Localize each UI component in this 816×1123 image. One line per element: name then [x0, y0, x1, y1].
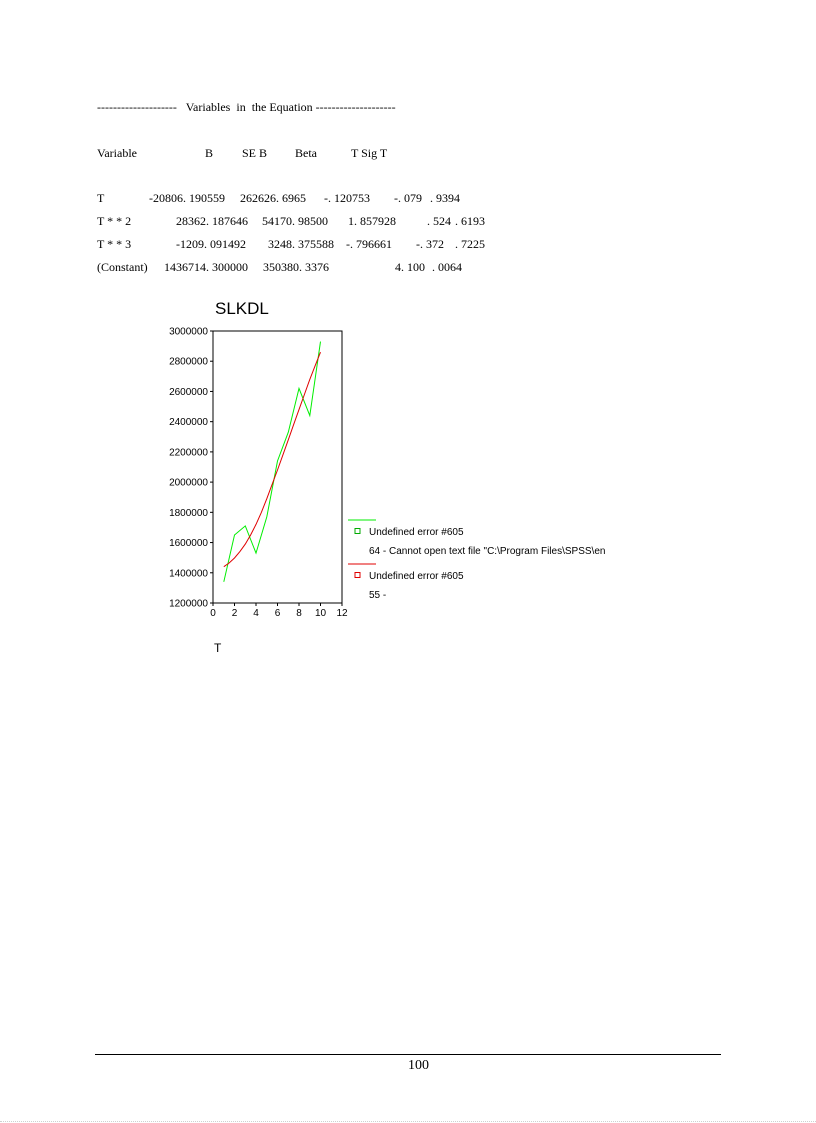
footer-rule	[95, 1054, 721, 1055]
page-bottom-border	[0, 1121, 816, 1122]
header-variable: Variable	[97, 146, 137, 160]
cell-t: -. 079	[394, 191, 422, 205]
header-b: B	[205, 146, 214, 160]
series-line-observed	[224, 342, 321, 582]
cell-beta: 1. 857928	[348, 214, 396, 228]
y-tick-label: 1400000	[169, 568, 208, 580]
cell-b: 28362. 187646	[176, 214, 248, 228]
cell-b: -1209. 091492	[176, 237, 246, 251]
x-tick-label: 4	[253, 608, 259, 619]
legend-sublabel: 64 - Cannot open text file "C:\Program Files\SPSS\en	[369, 546, 606, 557]
y-tick-label: 1800000	[169, 507, 208, 519]
cell-t: -. 372	[416, 237, 444, 251]
cell-b: -20806. 190559	[149, 191, 225, 205]
cell-b: 1436714. 300000	[164, 260, 248, 274]
slkdl-chart	[150, 290, 650, 660]
y-tick-label: 2600000	[169, 386, 208, 398]
x-tick-label: 0	[210, 608, 216, 619]
x-tick-label: 8	[296, 608, 302, 619]
cell-beta: -. 120753	[324, 191, 370, 205]
x-tick-label: 2	[231, 608, 238, 619]
cell-t: 4. 100	[395, 260, 425, 274]
legend-label: Undefined error #605	[369, 527, 464, 538]
x-tick-label: 12	[336, 608, 348, 619]
legend-label: Undefined error #605	[369, 571, 464, 582]
cell-sig-t: . 7225	[455, 237, 485, 251]
cell-variable: T	[97, 191, 105, 205]
section-title: -------------------- Variables in the Equation --------------------	[97, 100, 396, 114]
y-tick-label: 3000000	[169, 326, 208, 338]
y-tick-label: 1200000	[169, 598, 208, 610]
cell-sig-t: . 9394	[430, 191, 460, 205]
series-line-fitted	[224, 352, 321, 567]
cell-variable: T * * 2	[97, 214, 132, 228]
cell-variable: (Constant)	[97, 260, 148, 274]
cell-variable: T * * 3	[97, 237, 132, 251]
y-tick-label: 2000000	[169, 477, 208, 489]
y-tick-label: 2200000	[169, 447, 208, 459]
x-axis-label: T	[214, 641, 222, 655]
cell-se-b: 350380. 3376	[263, 260, 329, 274]
cell-sig-t: . 0064	[432, 260, 462, 274]
cell-se-b: 54170. 98500	[262, 214, 328, 228]
cell-se-b: 3248. 375588	[268, 237, 334, 251]
x-tick-label: 6	[274, 608, 281, 619]
legend-marker	[355, 529, 360, 534]
legend-marker	[355, 573, 360, 578]
cell-se-b: 262626. 6965	[240, 191, 306, 205]
cell-t: . 524	[427, 214, 451, 228]
x-tick-label: 10	[314, 608, 327, 619]
y-tick-label: 2800000	[169, 356, 208, 368]
legend-sublabel: 55 -	[369, 590, 387, 601]
header-se-b: SE B	[242, 146, 268, 160]
cell-beta: -. 796661	[346, 237, 392, 251]
header-beta: Beta	[295, 146, 317, 160]
y-tick-label: 2400000	[169, 417, 208, 429]
page-number: 100	[408, 1058, 429, 1073]
header-t-sig-t: T Sig T	[351, 146, 388, 160]
cell-sig-t: . 6193	[455, 214, 485, 228]
y-tick-label: 1600000	[169, 538, 208, 550]
plot-frame	[213, 331, 342, 603]
chart-title: SLKDL	[215, 299, 269, 318]
